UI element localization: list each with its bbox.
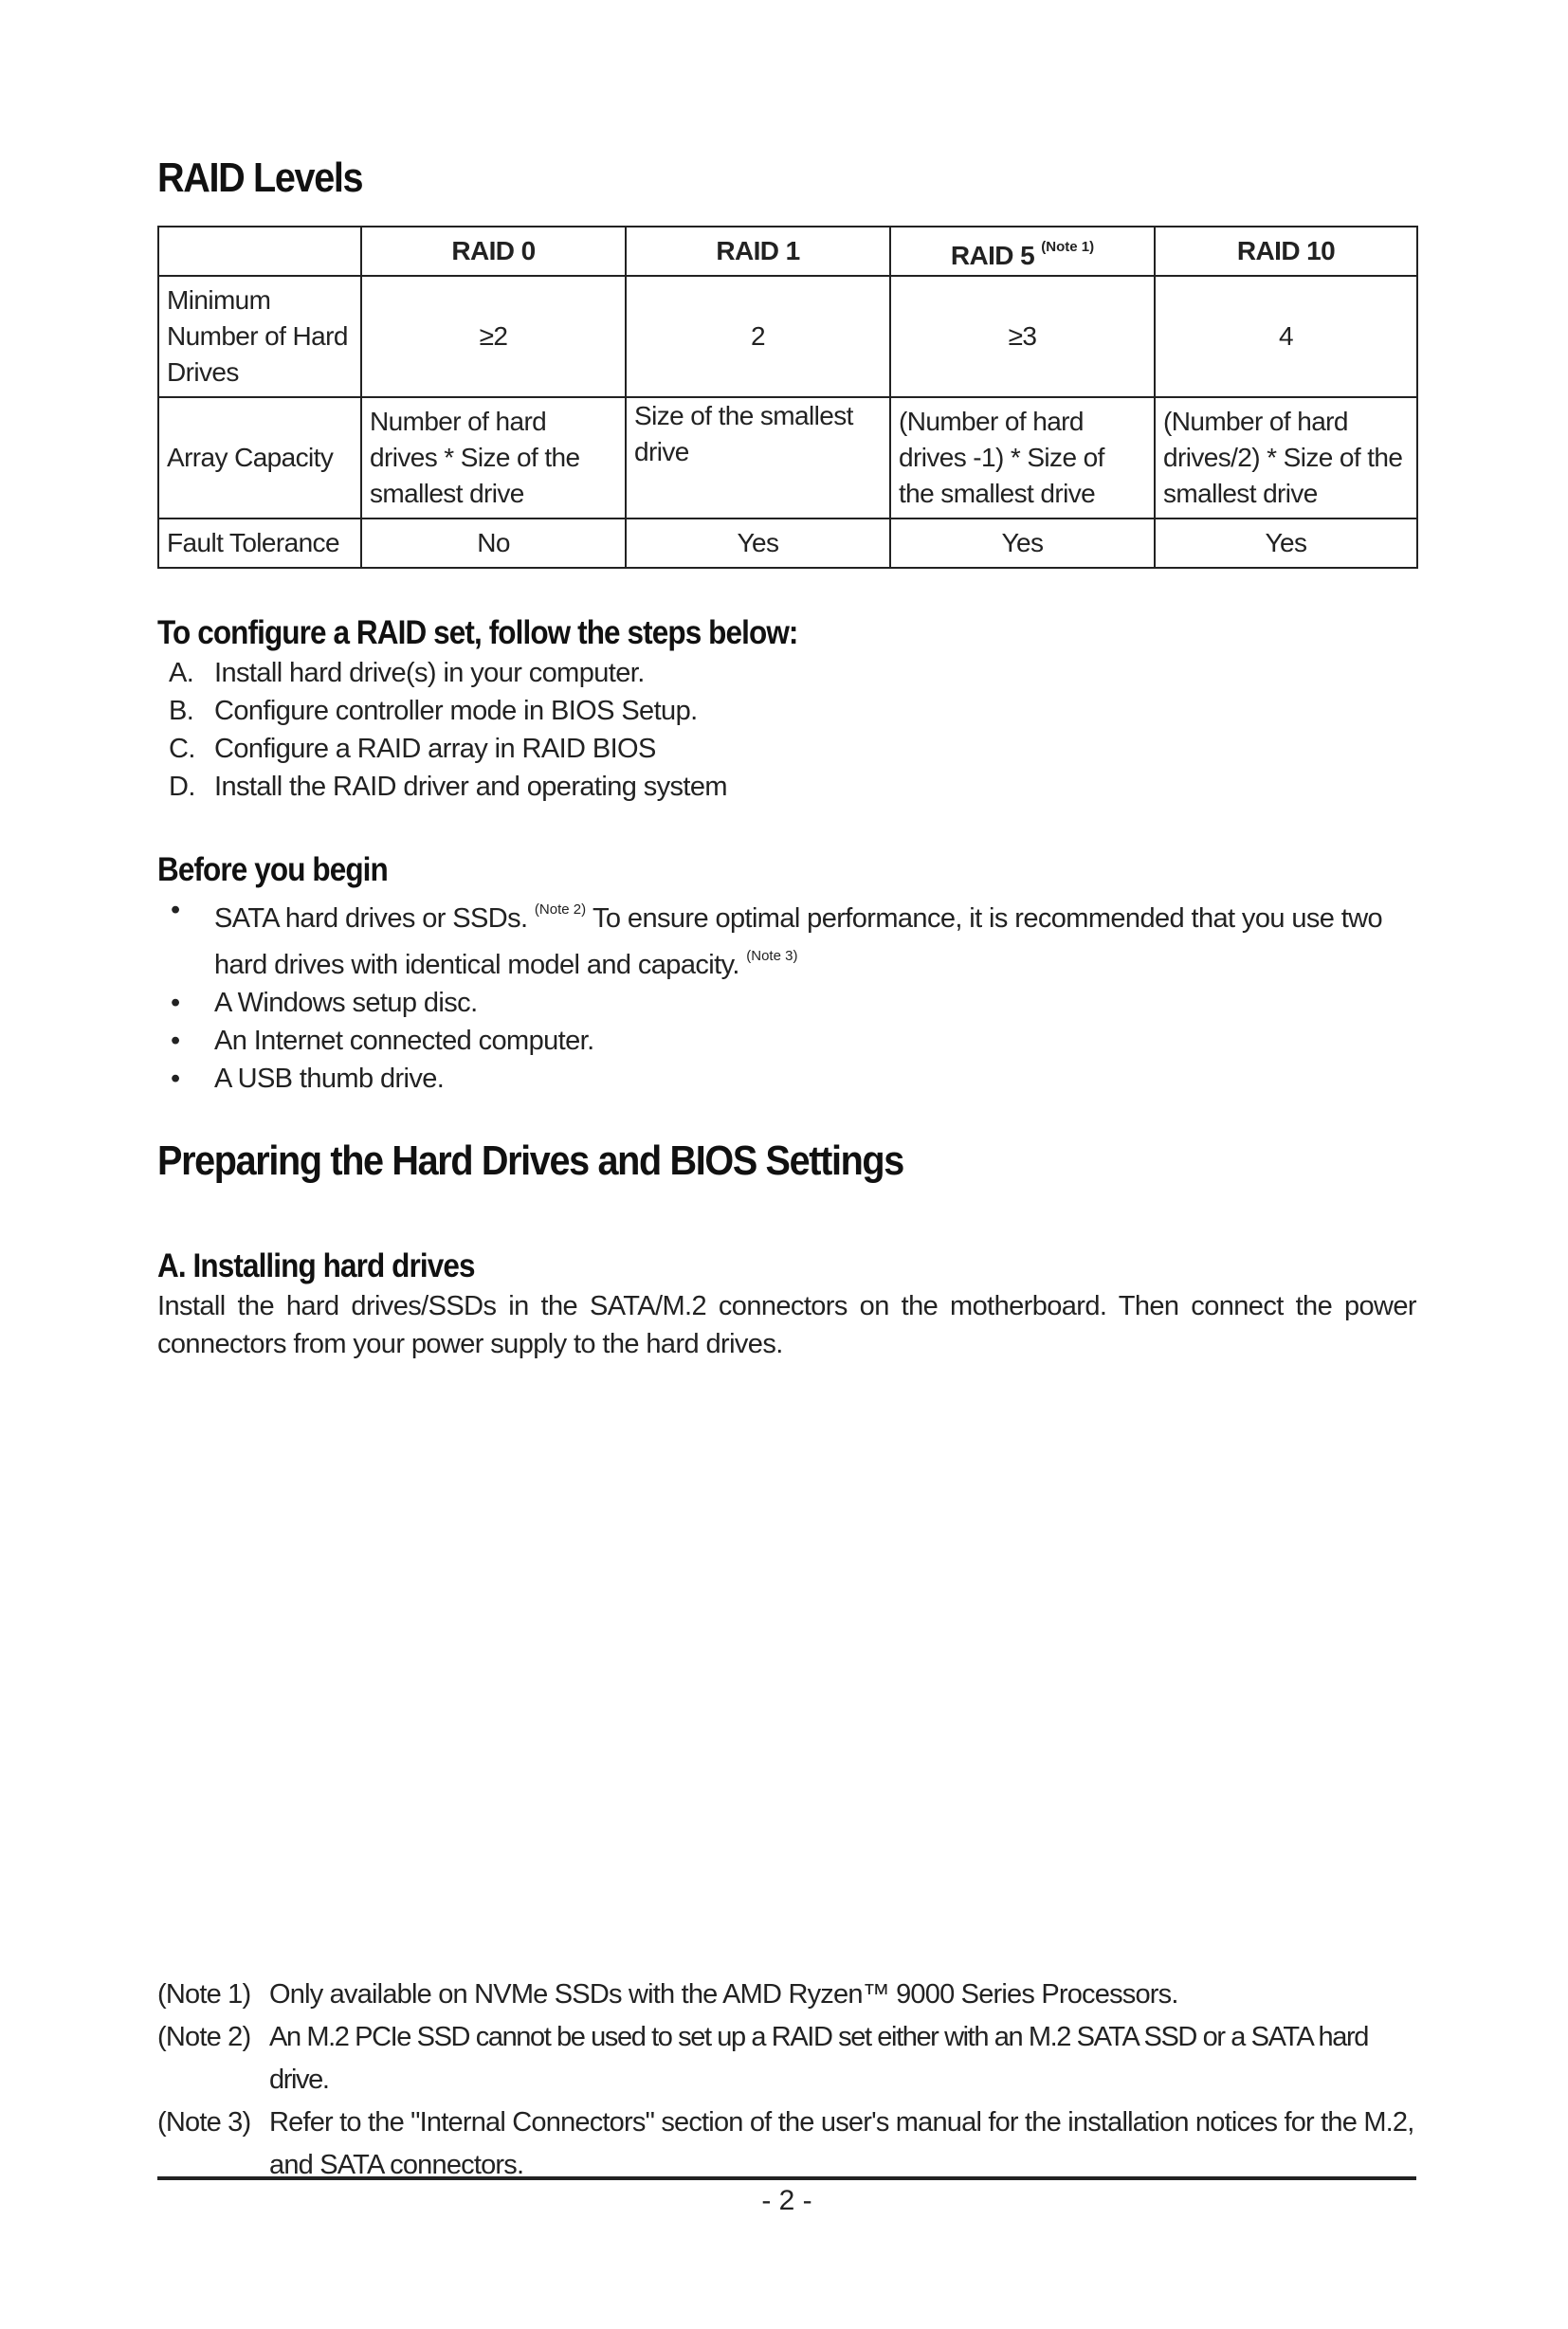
list-item: • An Internet connected computer.: [157, 1022, 1416, 1060]
footnote: (Note 1) Only available on NVMe SSDs with the AMD Ryzen™ 9000 Series Processors.: [157, 1979, 1178, 2010]
list-item: B. Configure controller mode in BIOS Setup.: [169, 696, 698, 726]
table-cell: Yes: [890, 519, 1155, 568]
table-cell: Number of hard drives * Size of the smallest drive: [361, 397, 626, 519]
table-cell: Size of the smallest drive: [626, 397, 890, 519]
bullet-icon: •: [171, 1064, 180, 1094]
table-cell: (Number of hard drives -1) * Size of the smallest drive: [890, 397, 1155, 519]
table-cell: No: [361, 519, 626, 568]
footnote: (Note 3) Refer to the "Internal Connectors" section of the user's manual for the installation notices for the M.2, and SATA connectors.: [157, 2107, 1414, 2180]
bullet-icon: •: [171, 895, 180, 925]
row-label: Minimum Number of Hard Drives: [158, 276, 361, 397]
installing-hard-drives-heading: A. Installing hard drives: [157, 1247, 475, 1284]
bullet-icon: •: [171, 1026, 180, 1056]
table-cell: Yes: [1155, 519, 1417, 568]
table-cell: Yes: [626, 519, 890, 568]
bullet-icon: •: [171, 988, 180, 1018]
configure-steps-list: [157, 654, 1416, 806]
list-item: A. Install hard drive(s) in your computer.: [169, 658, 645, 688]
preparing-title: Preparing the Hard Drives and BIOS Settings: [157, 1137, 903, 1184]
raid-levels-title: RAID Levels: [157, 155, 363, 201]
table-cell: 4: [1155, 276, 1417, 397]
table-header-raid1: RAID 1: [626, 227, 890, 276]
list-item: • A Windows setup disc.: [157, 984, 1416, 1022]
list-item: • SATA hard drives or SSDs. $^{(Note 2)}$ To ensure optimal performance, it is recommended that you use two hard drives with identical model and capacity. $^{(Note 3)}$: [157, 891, 1416, 984]
page-number: - 2 -: [761, 2185, 812, 2216]
table-row: [158, 397, 1417, 519]
footnote: (Note 2) An M.2 PCIe SSD cannot be used to set up a RAID set either with an M.2 SATA SSD or a SATA hard drive.: [157, 2022, 1368, 2095]
table-cell: (Number of hard drives/2) * Size of the smallest drive: [1155, 397, 1417, 519]
note-ref: (Note 1): [1041, 238, 1095, 255]
installing-paragraph: Install the hard drives/SSDs in the SATA/M.2 connectors on the motherboard. Then connect the power connectors from your power supply to the hard drives.: [157, 1291, 1416, 1359]
before-you-begin-heading: Before you begin: [157, 851, 388, 888]
before-you-begin-list: [157, 891, 1416, 1098]
note-ref: (Note 3): [746, 948, 798, 964]
table-row: [158, 519, 1417, 568]
list-item: • A USB thumb drive.: [157, 1060, 1416, 1098]
table-cell: ≥3: [890, 276, 1155, 397]
row-label: Fault Tolerance: [158, 519, 361, 568]
table-cell: ≥2: [361, 276, 626, 397]
table-header-raid5: RAID 5 $^{(Note 1)}$: [890, 227, 1155, 276]
list-item: C. Configure a RAID array in RAID BIOS: [169, 734, 656, 764]
raid-levels-table: [157, 226, 1418, 569]
row-label: Array Capacity: [158, 397, 361, 519]
table-header-row: [158, 227, 1417, 276]
table-row: [158, 276, 1417, 397]
table-header-raid0: RAID 0: [361, 227, 626, 276]
configure-heading: To configure a RAID set, follow the steps below:: [157, 614, 798, 651]
table-header-raid10: RAID 10: [1155, 227, 1417, 276]
table-header-blank: [158, 227, 361, 276]
note-ref: (Note 2): [534, 901, 587, 918]
list-item: D. Install the RAID driver and operating system: [169, 772, 727, 802]
footnotes: [157, 1974, 1416, 2187]
table-cell: 2: [626, 276, 890, 397]
